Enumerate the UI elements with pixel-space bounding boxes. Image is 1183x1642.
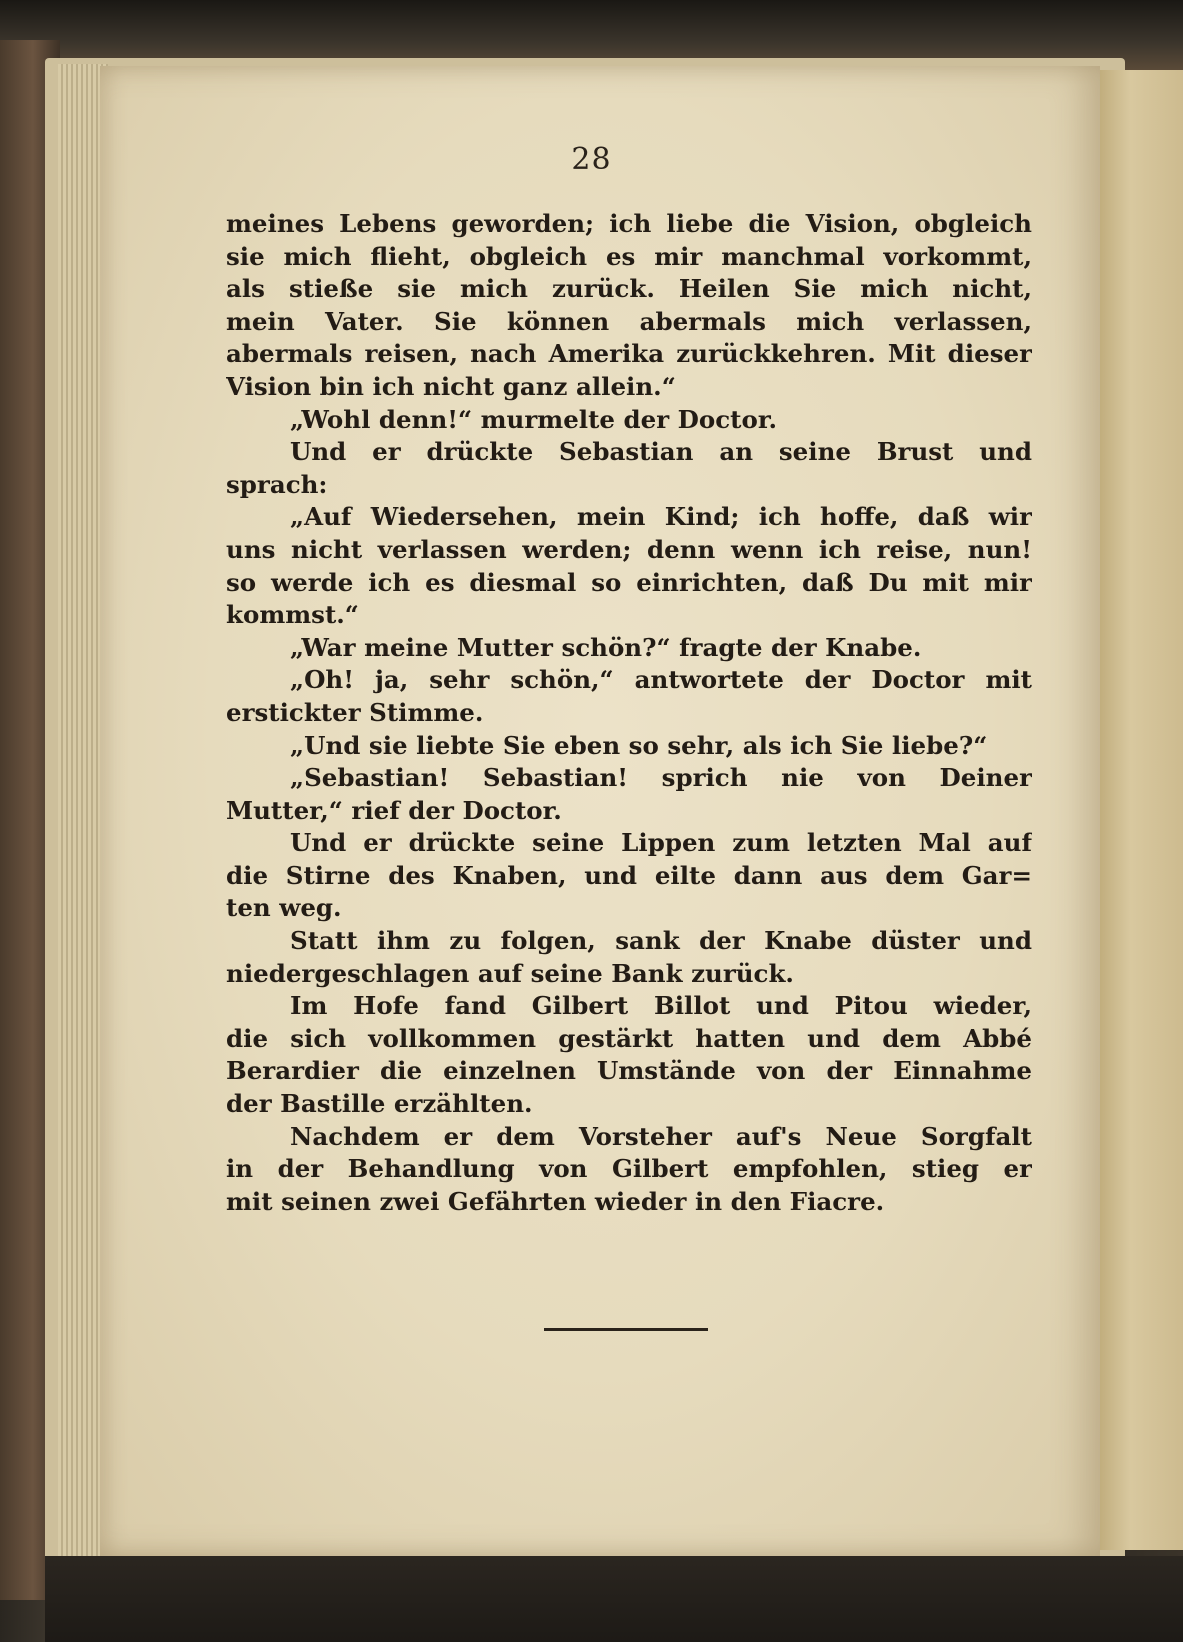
text-line: in der Behandlung von Gilbert empfohlen, stieg er bbox=[226, 1154, 1032, 1184]
text-line: die sich vollkommen gestärkt hatten und dem Abbé bbox=[226, 1023, 1032, 1053]
text-line: Statt ihm zu folgen, sank der Knabe düster und bbox=[290, 926, 1032, 956]
text-line: kommst.“ bbox=[226, 600, 359, 630]
text-line: Berardier die einzelnen Umstände von der Einnahme bbox=[226, 1056, 1032, 1086]
text-line: „Auf Wiedersehen, mein Kind; ich hoffe, daß wir bbox=[290, 502, 1032, 532]
section-rule bbox=[544, 1328, 708, 1331]
text-line: „Sebastian! Sebastian! sprich nie von Deiner bbox=[290, 763, 1032, 793]
text-line: sprach: bbox=[226, 469, 328, 499]
text-line: Mutter,“ rief der Doctor. bbox=[226, 795, 562, 825]
text-line: mit seinen zwei Gefährten wieder in den Fiacre. bbox=[226, 1186, 885, 1216]
text-line: mein Vater. Sie können abermals mich verlassen, bbox=[226, 306, 1032, 336]
text-line: sie mich flieht, obgleich es mir manchmal vorkommt, bbox=[226, 241, 1032, 271]
text-line: Vision bin ich nicht ganz allein.“ bbox=[226, 371, 676, 401]
facing-page-edge bbox=[1095, 70, 1183, 1550]
text-line: der Bastille erzählten. bbox=[226, 1089, 533, 1119]
text-line: niedergeschlagen auf seine Bank zurück. bbox=[226, 958, 794, 988]
text-line: als stieße sie mich zurück. Heilen Sie mich nicht, bbox=[226, 274, 1032, 304]
text-line: abermals reisen, nach Amerika zurückkehren. Mit dieser bbox=[226, 339, 1032, 369]
text-line: „Wohl denn!“ murmelte der Doctor. bbox=[290, 404, 778, 434]
text-line: meines Lebens geworden; ich liebe die Vision, obgleich bbox=[226, 209, 1032, 238]
text-line: „Und sie liebte Sie eben so sehr, als ich Sie liebe?“ bbox=[290, 730, 988, 760]
text-line: „War meine Mutter schön?“ fragte der Knabe. bbox=[290, 632, 922, 662]
text-line: Und er drückte seine Lippen zum letzten Mal auf bbox=[290, 828, 1032, 858]
text-line: erstickter Stimme. bbox=[226, 697, 484, 727]
text-line: Nachdem er dem Vorsteher auf's Neue Sorgfalt bbox=[290, 1121, 1032, 1151]
text-line: ten weg. bbox=[226, 893, 342, 923]
text-line: uns nicht verlassen werden; denn wenn ich reise, nun! bbox=[226, 534, 1032, 564]
text-line: so werde ich es diesmal so einrichten, daß Du mit mir bbox=[226, 567, 1032, 597]
text-line: Und er drückte Sebastian an seine Brust und bbox=[290, 437, 1032, 467]
text-line: Im Hofe fand Gilbert Billot und Pitou wieder, bbox=[290, 991, 1032, 1021]
cover-bottom-edge bbox=[45, 1556, 1183, 1642]
text-line: „Oh! ja, sehr schön,“ antwortete der Doctor mit bbox=[290, 665, 1032, 695]
text-line: die Stirne des Knaben, und eilte dann aus dem Gar= bbox=[226, 860, 1032, 890]
body-text bbox=[226, 208, 1032, 1218]
page-number: 28 bbox=[571, 142, 612, 177]
